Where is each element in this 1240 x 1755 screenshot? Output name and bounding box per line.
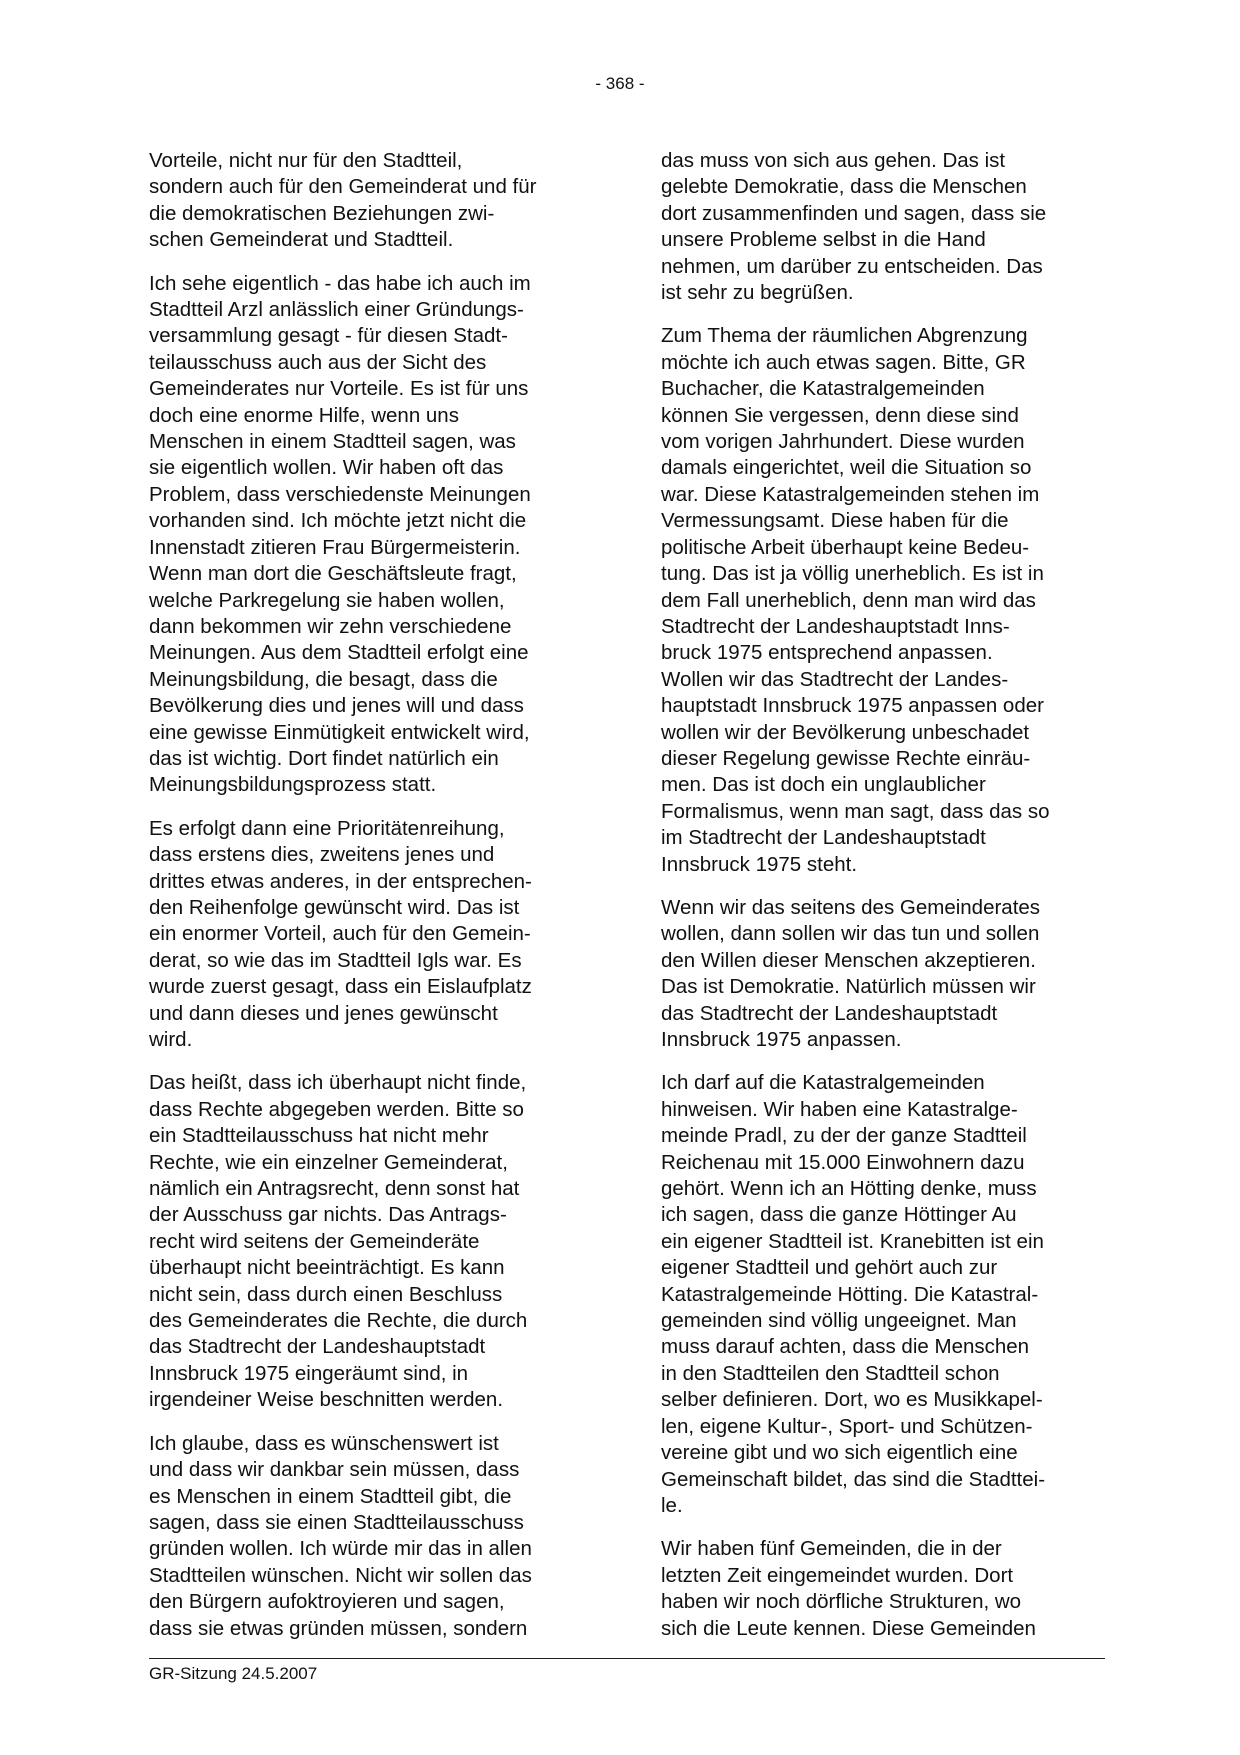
left-paragraph-4: Das heißt, dass ich überhaupt nicht finde, dass Rechte abgegeben werden. Bitte so ein Stadtteilausschuss hat nicht mehr Rechte, wie ein einzelner Gemeinderat, nämlich ein Antragsrecht, denn sonst hat der Ausschuss gar nichts. Das Antrags- recht wird seitens der Gemeinderäte überhaupt nicht beeinträchtigt. Es kann nicht sein, dass durch einen Beschluss des Gemeinderates die Rechte, die durch das Stadtrecht der Landeshauptstadt Innsbruck 1975 eingeräumt sind, in irgendeiner Weise beschnitten werden. [149,1071,528,1412]
left-column [149,148,594,1659]
page-number: - 368 - [595,74,645,93]
left-paragraph-2: Ich sehe eigentlich - das habe ich auch im Stadtteil Arzl anlässlich einer Gründungs- versammlung gesagt - für diesen Stadt- teilausschuss auch aus der Sicht des Gemeinderates nur Vorteile. Es ist für uns doch eine enorme Hilfe, wenn uns Menschen in einem Stadtteil sagen, was sie eigentlich wollen. Wir haben oft das Problem, dass verschiedenste Meinungen vorhanden sind. Ich möchte jetzt nicht die Innenstadt zitieren Frau Bürgermeisterin. Wenn man dort die Geschäftsleute fragt, welche Parkregelung sie haben wollen, dann bekommen wir zehn verschiedene Meinungen. Aus dem Stadtteil erfolgt eine Meinungsbildung, die besagt, dass die Bevölkerung dies und jenes will und dass eine gewisse Einmütigkeit entwickelt wird, das ist wichtig. Dort findet natürlich ein Meinungsbildungsprozess statt. [149,271,531,797]
right-paragraph-4: Ich darf auf die Katastralgemeinden hinweisen. Wir haben eine Katastralge- meinde Pradl, zu der der ganze Stadtteil Reichenau mit 15.000 Einwohnern dazu gehört. Wenn ich an Hötting denke, muss ich sagen, dass die ganze Höttinger Au ein eigener Stadtteil ist. Kranebitten ist ein eigener Stadtteil und gehört auch zur Katastralgemeinde Hötting. Die Katastral- gemeinden sind völlig ungeeignet. Man muss darauf achten, dass die Menschen in den Stadtteilen den Stadtteil schon selber definieren. Dort, wo es Musikkapel- len, eigene Kultur-, Sport- und Schützen- vereine gibt und wo sich eigentlich eine Gemeinschaft bildet, das sind die Stadttei- le. [661,1071,1046,1517]
right-paragraph-2: Zum Thema der räumlichen Abgrenzung möchte ich auch etwas sagen. Bitte, GR Buchacher, die Katastralgemeinden können Sie vergessen, denn diese sind vom vorigen Jahrhundert. Diese wurden damals eingerichtet, weil die Situation so war. Diese Katastralgemeinden stehen im Vermessungsamt. Diese haben für die politische Arbeit überhaupt keine Bedeu- tung. Das ist ja völlig unerheblich. Es ist in dem Fall unerheblich, denn man wird das Stadtrecht der Landeshauptstadt Inns- bruck 1975 entsprechend anpassen. Wollen wir das Stadtrecht der Landes- hauptstadt Innsbruck 1975 anpassen oder wollen wir der Bevölkerung unbeschadet dieser Regelung gewisse Rechte einräu- men. Das ist doch ein unglaublicher Formalismus, wenn man sagt, dass das so im Stadtrecht der Landeshauptstadt Innsbruck 1975 steht. [661,324,1050,876]
right-paragraph-3: Wenn wir das seitens des Gemeinderates wollen, dann sollen wir das tun und sollen den Willen dieser Menschen akzeptieren. Das ist Demokratie. Natürlich müssen wir das Stadtrecht der Landeshauptstadt Innsbruck 1975 anpassen. [661,895,1041,1051]
footer-divider [149,1658,1105,1659]
left-paragraph-1: Vorteile, nicht nur für den Stadtteil, sondern auch für den Gemeinderat und für die demokratischen Beziehungen zwi- schen Gemeinderat und Stadtteil. [149,149,537,252]
right-paragraph-5: Wir haben fünf Gemeinden, die in der letzten Zeit eingemeindet wurden. Dort haben wir noch dörfliche Strukturen, wo sich die Leute kennen. Diese Gemeinden [661,1537,1036,1640]
right-paragraph-1: das muss von sich aus gehen. Das ist gelebte Demokratie, dass die Menschen dort zusammenfinden und sagen, dass sie unsere Probleme selbst in die Hand nehmen, um darüber zu entscheiden. Das ist sehr zu begrüßen. [661,149,1047,305]
left-paragraph-3: Es erfolgt dann eine Prioritätenreihung, dass erstens dies, zweitens jenes und drittes etwas anderes, in der entsprechen- den Reihenfolge gewünscht wird. Das ist ein enormer Vorteil, auch für den Gemein- derat, so wie das im Stadtteil Igls war. Es wurde zuerst gesagt, dass ein Eislaufplatz und dann dieses und jenes gewünscht wird. [149,816,532,1051]
left-paragraph-5: Ich glaube, dass es wünschenswert ist und dass wir dankbar sein müssen, dass es Menschen in einem Stadtteil gibt, die sagen, dass sie einen Stadtteilausschuss gründen wollen. Ich würde mir das in allen Stadtteilen wünschen. Nicht wir sollen das den Bürgern aufoktroyieren und sagen, dass sie etwas gründen müssen, sondern [149,1431,532,1640]
right-column [661,148,1106,1659]
footer-session-date: GR-Sitzung 24.5.2007 [149,1664,318,1683]
